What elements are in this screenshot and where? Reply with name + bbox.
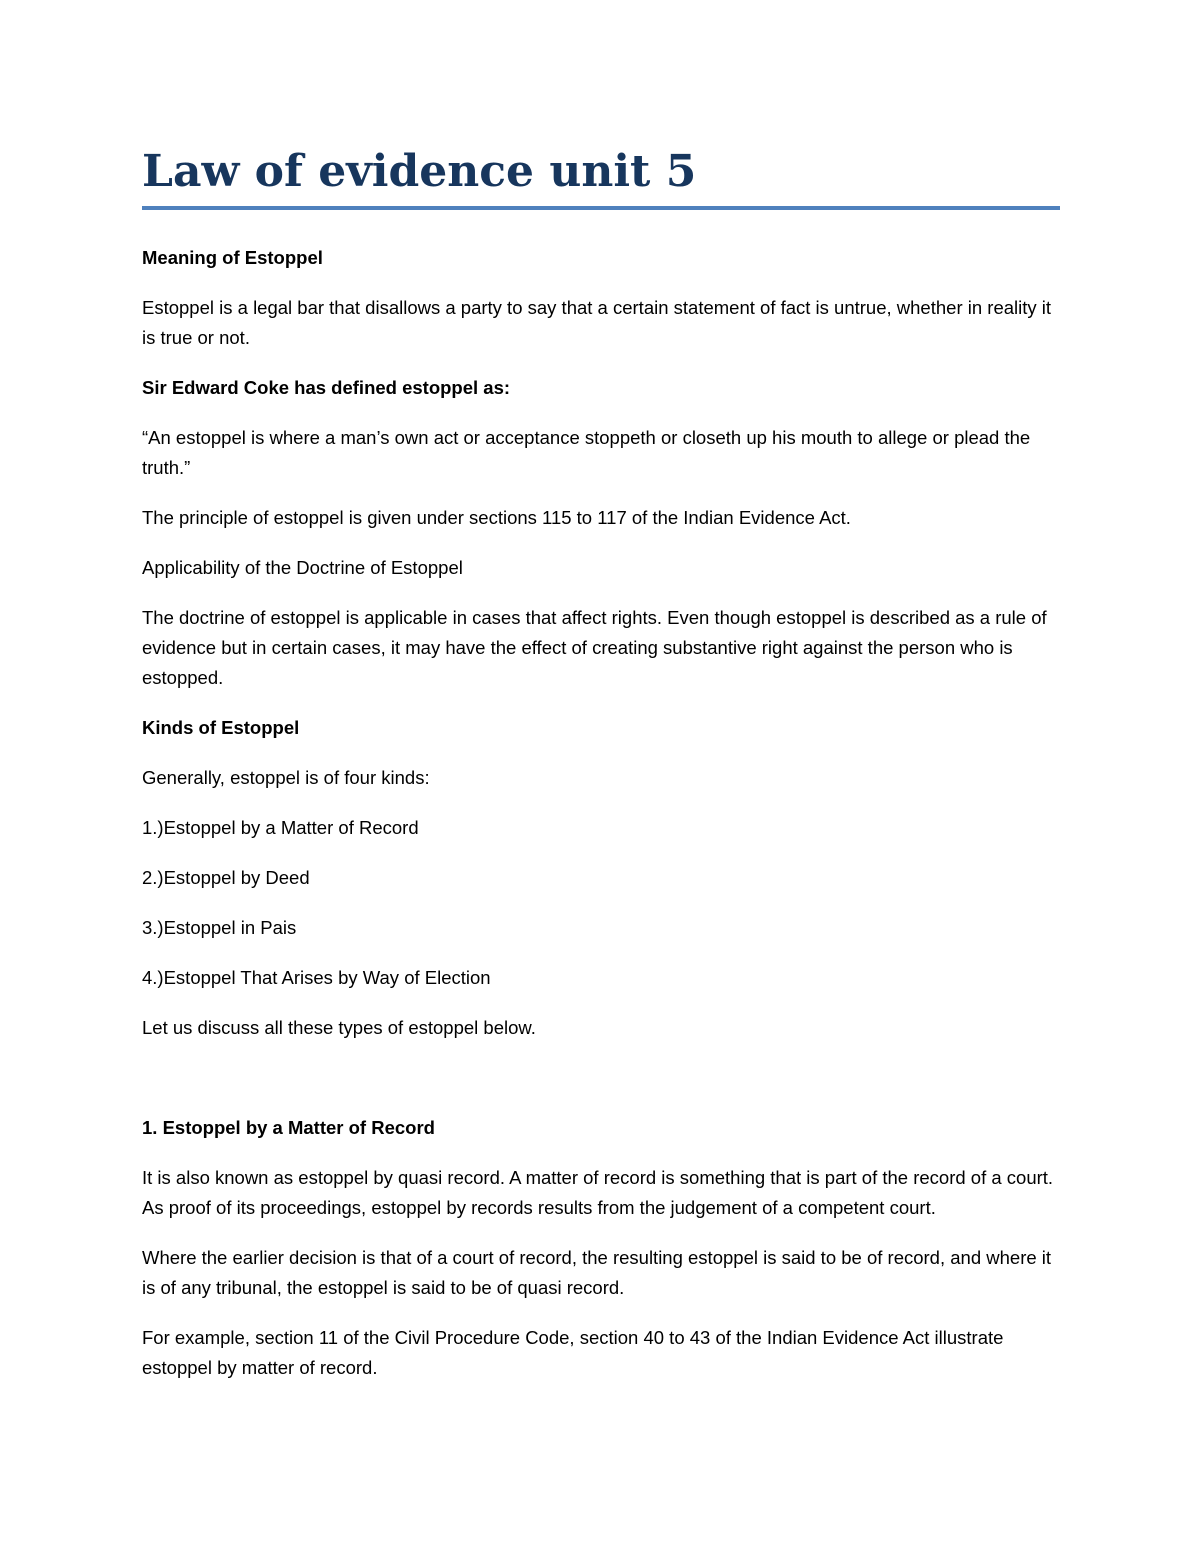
heading-estoppel-by-record: 1. Estoppel by a Matter of Record <box>142 1117 435 1138</box>
paragraph-quasi-record: It is also known as estoppel by quasi record. A matter of record is something that is part of the record of a court. As proof of its proceedings, estoppel by records results from the judgement of a competent court. <box>142 1167 1054 1218</box>
list-item-kind-1: 1.)Estoppel by a Matter of Record <box>142 817 419 838</box>
title-underline <box>142 206 1060 210</box>
heading-kinds-of-estoppel: Kinds of Estoppel <box>142 717 300 738</box>
document-title: Law of evidence unit 5 <box>142 146 697 197</box>
paragraph-coke-quote: “An estoppel is where a man’s own act or acceptance stoppeth or closeth up his mouth to allege or plead the truth.” <box>142 427 1031 478</box>
heading-applicability: Applicability of the Doctrine of Estoppel <box>142 557 463 578</box>
list-item-kind-3: 3.)Estoppel in Pais <box>142 917 297 938</box>
page-content <box>142 142 1060 1403</box>
list-item-kind-4: 4.)Estoppel That Arises by Way of Election <box>142 967 491 988</box>
heading-coke-definition: Sir Edward Coke has defined estoppel as: <box>142 377 511 398</box>
paragraph-discuss-below: Let us discuss all these types of estoppel below. <box>142 1017 536 1038</box>
paragraph-court-of-record: Where the earlier decision is that of a court of record, the resulting estoppel is said to be of record, and where it is of any tribunal, the estoppel is said to be of quasi record. <box>142 1247 1052 1298</box>
paragraph-estoppel-definition: Estoppel is a legal bar that disallows a party to say that a certain statement of fact is untrue, whether in reality it is true or not. <box>142 297 1052 348</box>
paragraph-example-sections: For example, section 11 of the Civil Procedure Code, section 40 to 43 of the Indian Evidence Act illustrate estoppel by matter of record. <box>142 1327 1004 1378</box>
paragraph-applicability: The doctrine of estoppel is applicable in cases that affect rights. Even though estoppel is described as a rule of evidence but in certain cases, it may have the effect of creating substantive right against the person who is estopped. <box>142 607 1047 688</box>
heading-meaning-of-estoppel: Meaning of Estoppel <box>142 247 323 268</box>
list-item-kind-2: 2.)Estoppel by Deed <box>142 867 310 888</box>
paragraph-principle-sections: The principle of estoppel is given under sections 115 to 117 of the Indian Evidence Act. <box>142 507 851 528</box>
paragraph-four-kinds: Generally, estoppel is of four kinds: <box>142 767 430 788</box>
document-body <box>142 243 1060 1383</box>
